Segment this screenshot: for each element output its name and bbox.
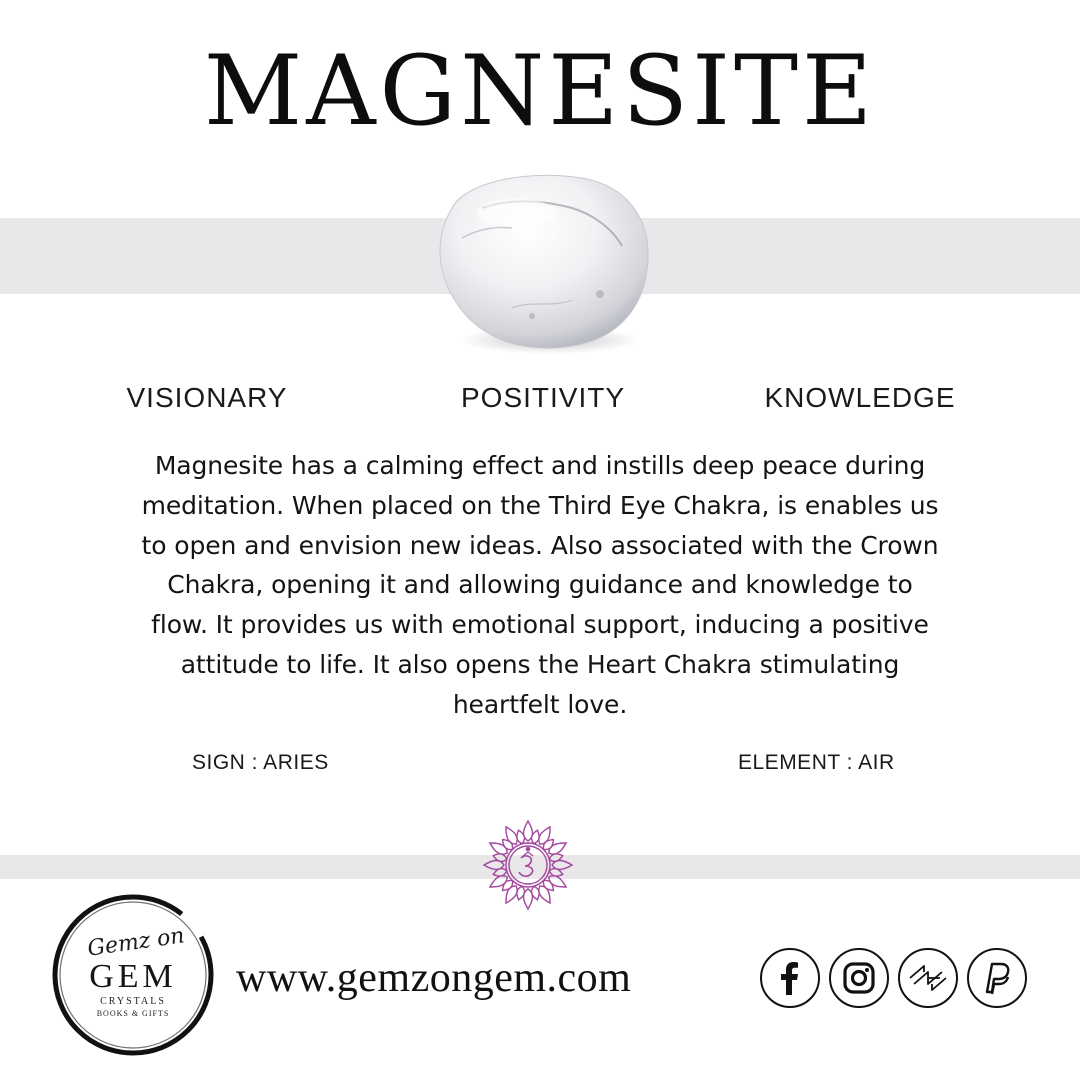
element-label: ELEMENT : AIR [738,751,895,774]
share-icon[interactable] [898,948,958,1008]
page-title: MAGNESITE [203,35,877,147]
paypal-icon[interactable] [967,948,1027,1008]
website-link[interactable]: www.gemzongem.com [236,955,632,1001]
logo-script-text: Gemz on [86,923,186,962]
logo-main-text: GEM [89,958,177,995]
gemz-on-gem-logo [50,892,216,1058]
description-line: to open and envision new ideas. Also associated with the Crown [141,530,939,560]
description-line: flow. It provides us with emotional support, inducing a positive [151,610,929,640]
description-line: attitude to life. It also opens the Heart Chakra stimulating [180,649,900,679]
description [70,446,1010,725]
keyword-positivity: POSITIVITY [460,382,626,413]
keyword-knowledge: KNOWLEDGE [764,382,956,413]
social-icons [760,948,1030,1012]
magnesite-stone-image [422,168,662,358]
crown-chakra-icon [481,818,575,912]
description-line: Chakra, opening it and allowing guidance and knowledge to [167,570,913,600]
logo-subtitle-1: CRYSTALS [100,996,166,1007]
description-line: Magnesite has a calming effect and instills deep peace during [154,451,926,480]
zodiac-sign: SIGN : ARIES [192,751,329,774]
instagram-icon[interactable] [829,948,889,1008]
description-line: heartfelt love. [452,689,628,719]
description-line: meditation. When placed on the Third Eye Chakra, is enables us [141,490,939,520]
keyword-visionary: VISIONARY [126,382,288,413]
logo-subtitle-2: BOOKS & GIFTS [96,1009,170,1018]
facebook-icon[interactable] [760,948,820,1008]
